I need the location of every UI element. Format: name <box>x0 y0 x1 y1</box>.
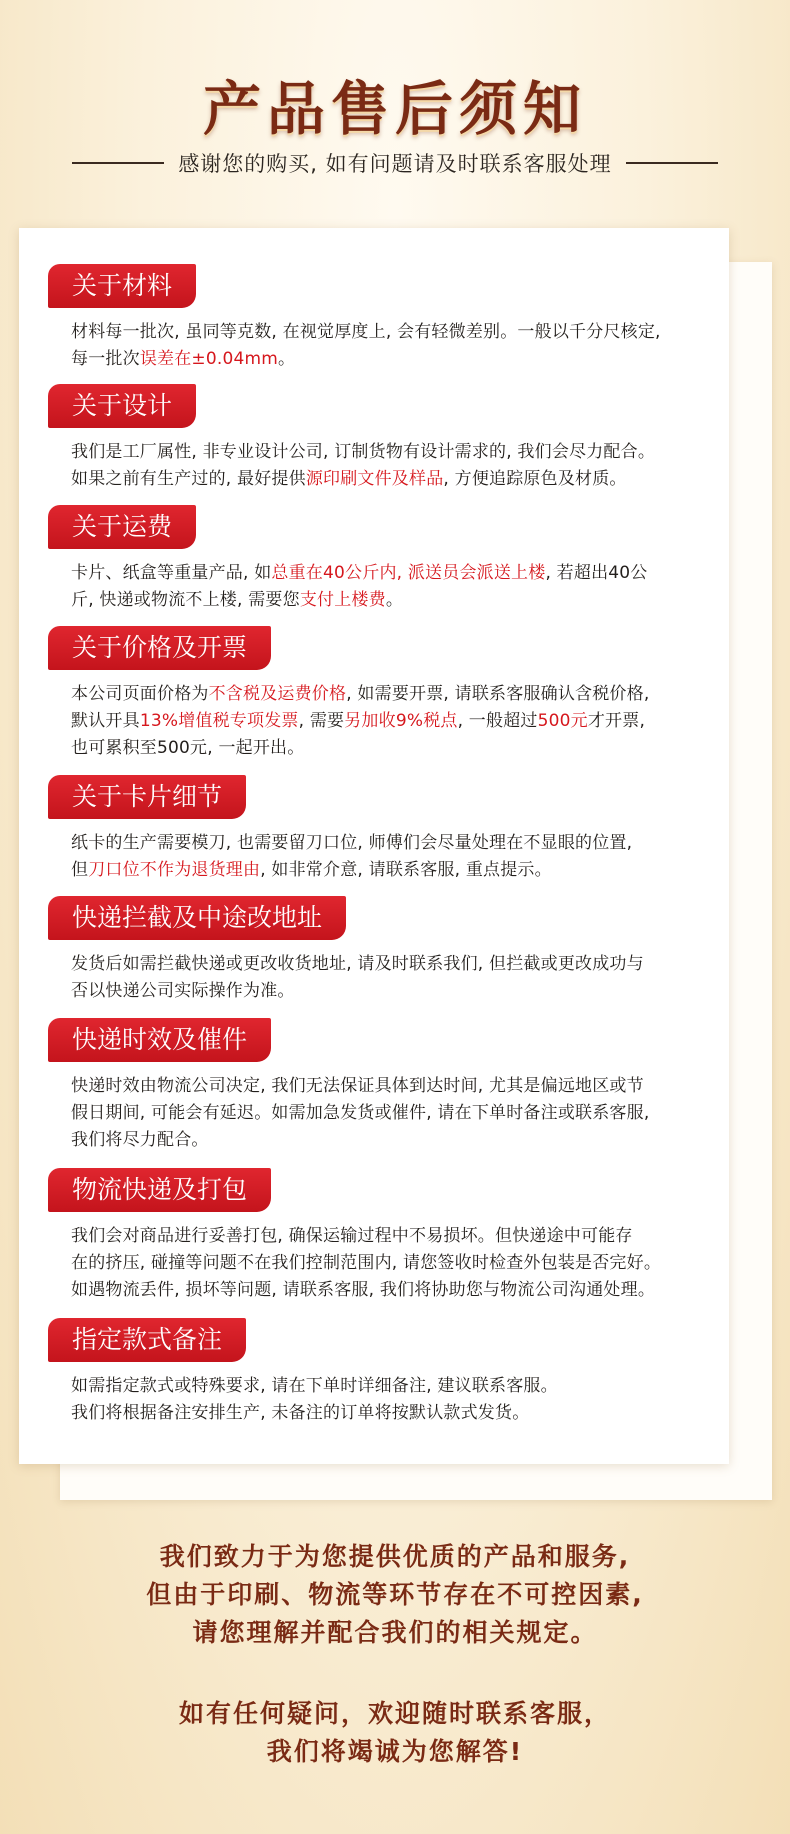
body-line <box>71 681 731 708</box>
section-tag: 快递拦截及中途改地址 <box>48 896 346 940</box>
section-body <box>71 439 731 493</box>
section-tag: 关于材料 <box>48 264 196 308</box>
body-text: 也可累积至500元, 一起开出。 <box>71 738 305 758</box>
body-line <box>71 319 731 346</box>
section-body <box>71 1223 731 1304</box>
body-text: , 需要 <box>298 711 345 731</box>
subtitle-row <box>0 148 790 178</box>
body-text: 本公司页面价格为 <box>71 684 209 704</box>
body-line <box>71 466 731 493</box>
body-line <box>71 346 731 373</box>
page-title: 产品售后须知 <box>202 75 587 143</box>
body-text: , 如需要开票, 请联系客服确认含税价格, <box>346 684 650 704</box>
body-line <box>71 587 731 614</box>
body-line <box>71 1127 731 1154</box>
body-text: 但 <box>71 860 89 880</box>
body-line <box>71 560 731 587</box>
body-text: 纸卡的生产需要模刀, 也需要留刀口位, 师傅们会尽量处理在不显眼的位置, <box>71 833 633 853</box>
section-tag: 关于运费 <box>48 505 196 549</box>
section-body <box>71 681 731 762</box>
body-line <box>71 1400 731 1427</box>
body-text: , 若超出40公 <box>545 563 648 583</box>
section-body <box>71 1073 731 1154</box>
body-text: 假日期间, 可能会有延迟。如需加急发货或催件, 请在下单时备注或联系客服, <box>71 1103 650 1123</box>
closing-line: 我们致力于为您提供优质的产品和服务, <box>159 1542 631 1571</box>
body-line <box>71 830 731 857</box>
body-text: 才开票, <box>587 711 646 731</box>
body-text: , 一般超过 <box>457 711 538 731</box>
body-line <box>71 1373 731 1400</box>
body-text: 卡片、纸盒等重量产品, 如 <box>71 563 272 583</box>
left-rule <box>72 162 164 164</box>
highlight-text: 误差在±0.04mm <box>139 349 279 369</box>
highlight-text: 另加收9%税点 <box>344 711 458 731</box>
highlight-text: 总重在40公斤内, 派送员会派送上楼 <box>271 563 546 583</box>
section-tag: 指定款式备注 <box>48 1318 246 1362</box>
body-line <box>71 1100 731 1127</box>
body-text: 我们是工厂属性, 非专业设计公司, 订制货物有设计需求的, 我们会尽力配合。 <box>71 442 656 462</box>
section-body <box>71 951 731 1005</box>
section-tag: 关于价格及开票 <box>48 626 271 670</box>
body-text: 。 <box>278 349 296 369</box>
closing-contact <box>0 1695 790 1771</box>
body-text: 快递时效由物流公司决定, 我们无法保证具体到达时间, 尤其是偏远地区或节 <box>71 1076 644 1096</box>
section-body <box>71 830 731 884</box>
highlight-text: 支付上楼费 <box>299 590 386 610</box>
closing-line: 但由于印刷、物流等环节存在不可控因素, <box>146 1580 644 1609</box>
body-text: , 如非常介意, 请联系客服, 重点提示。 <box>260 860 552 880</box>
body-text: 发货后如需拦截快递或更改收货地址, 请及时联系我们, 但拦截或更改成功与 <box>71 954 644 974</box>
highlight-text: 不含税及运费价格 <box>208 684 347 704</box>
notice-card <box>19 228 729 1464</box>
right-rule <box>626 162 718 164</box>
page-subtitle: 感谢您的购买, 如有问题请及时联系客服处理 <box>178 152 612 176</box>
body-text: 在的挤压, 碰撞等问题不在我们控制范围内, 请您签收时检查外包装是否完好。 <box>71 1253 662 1273</box>
body-line <box>71 1250 731 1277</box>
body-text: 默认开具 <box>71 711 140 731</box>
body-text: 否以快递公司实际操作为准。 <box>71 981 295 1001</box>
body-text: 我们将根据备注安排生产, 未备注的订单将按默认款式发货。 <box>71 1403 530 1423</box>
body-line <box>71 1277 731 1304</box>
highlight-text: 刀口位不作为退货理由 <box>88 860 261 880</box>
section-tag: 物流快递及打包 <box>48 1168 271 1212</box>
closing-line: 我们将竭诚为您解答! <box>266 1737 524 1766</box>
highlight-text: 13%增值税专项发票 <box>139 711 299 731</box>
body-line <box>71 978 731 1005</box>
section-body <box>71 1373 731 1427</box>
body-text: 材料每一批次, 虽同等克数, 在视觉厚度上, 会有轻微差别。一般以千分尺核定, <box>71 322 661 342</box>
section-body <box>71 319 731 373</box>
body-line <box>71 708 731 735</box>
highlight-text: 500元 <box>537 711 588 731</box>
closing-statement <box>0 1538 790 1652</box>
section-body <box>71 560 731 614</box>
body-text: 如需指定款式或特殊要求, 请在下单时详细备注, 建议联系客服。 <box>71 1376 558 1396</box>
highlight-text: 源印刷文件及样品 <box>305 469 444 489</box>
body-line <box>71 735 731 762</box>
body-text: 我们将尽力配合。 <box>71 1130 209 1150</box>
closing-line: 如有任何疑问，欢迎随时联系客服， <box>178 1699 611 1728</box>
section-tag: 关于卡片细节 <box>48 775 246 819</box>
body-text: 斤, 快递或物流不上楼, 需要您 <box>71 590 300 610</box>
section-tag: 快递时效及催件 <box>48 1018 271 1062</box>
body-line <box>71 857 731 884</box>
body-text: 。 <box>385 590 404 610</box>
body-text: 如果之前有生产过的, 最好提供 <box>71 469 306 489</box>
body-line <box>71 439 731 466</box>
body-text: 我们会对商品进行妥善打包, 确保运输过程中不易损坏。但快递途中可能存 <box>71 1226 633 1246</box>
body-line <box>71 1073 731 1100</box>
section-tag: 关于设计 <box>48 384 196 428</box>
body-line <box>71 951 731 978</box>
body-text: 每一批次 <box>71 349 140 369</box>
body-text: 如遇物流丢件, 损坏等问题, 请联系客服, 我们将协助您与物流公司沟通处理。 <box>71 1280 656 1300</box>
body-line <box>71 1223 731 1250</box>
closing-line: 请您理解并配合我们的相关规定。 <box>192 1618 598 1647</box>
body-text: , 方便追踪原色及材质。 <box>443 469 627 489</box>
